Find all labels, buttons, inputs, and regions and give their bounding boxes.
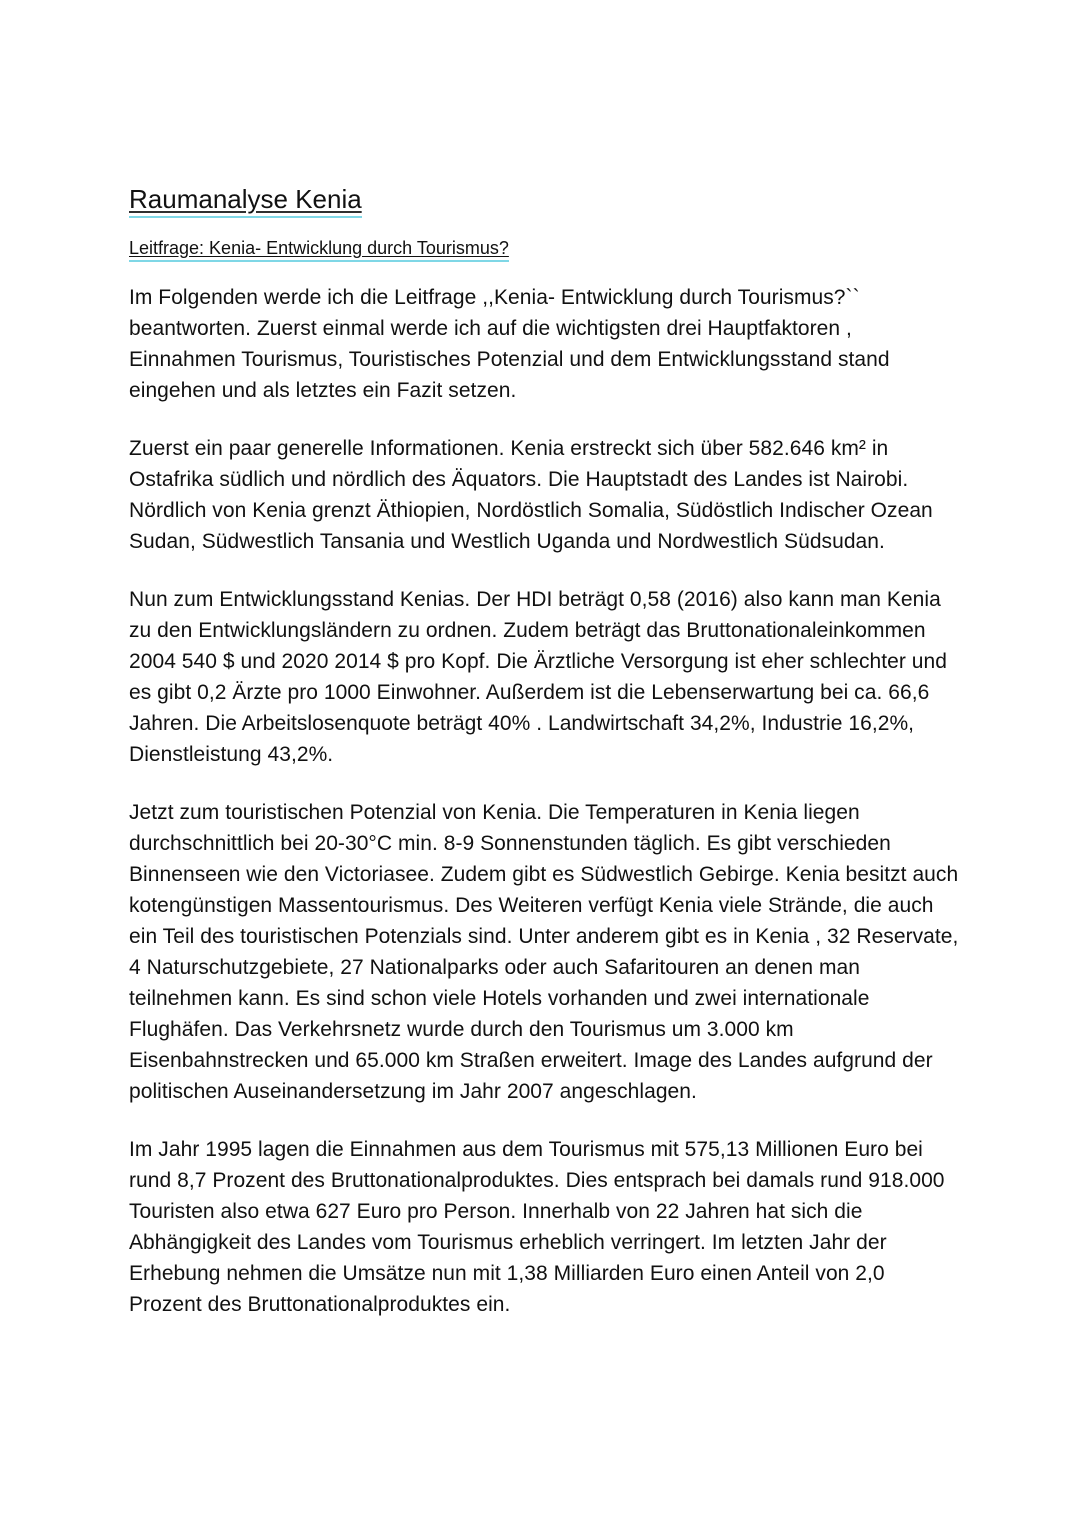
paragraph-tourism-potential: Jetzt zum touristischen Potenzial von Kenia. Die Temperaturen in Kenia liegen durchschnittlich bei 20-30°C min. 8-9 Sonnenstunden täglich. Es gibt verschieden Binnenseen wie den Victoriasee. Zudem gibt es Südwestlich Gebirge. Kenia besitzt auch kotengünstigen Massentourismus. Des Weiteren verfügt Kenia viele Strände, die auch ein Teil des touristischen Potenzials sind. Unter anderem gibt es in Kenia , 32 Reservate, 4 Naturschutzgebiete, 27 Nationalparks oder auch Safaritouren an denen man teilnehmen kann. Es sind schon viele Hotels vorhanden und zwei internationale Flughäfen. Das Verkehrsnetz wurde durch den Tourismus um 3.000 km Eisenbahnstrecken und 65.000 km Straßen erweitert. Image des Landes aufgrund der politischen Auseinandersetzung im Jahr 2007 angeschlagen.	[129, 801, 959, 1103]
document-title: Raumanalyse Kenia	[129, 182, 362, 218]
paragraph-general-information: Zuerst ein paar generelle Informationen. Kenia erstreckt sich über 582.646 km² in Ostafrika südlich und nördlich des Äquators. Die Hauptstadt des Landes ist Nairobi. Nördlich von Kenia grenzt Äthiopien, Nordöstlich Somalia, Südöstlich Indischer Ozean Sudan, Südwestlich Tansania und Westlich Uganda und Nordwestlich Südsudan.	[129, 437, 933, 553]
document-page	[129, 182, 959, 1320]
paragraph-tourism-revenue: Im Jahr 1995 lagen die Einnahmen aus dem Tourismus mit 575,13 Millionen Euro bei rund 8,7 Prozent des Bruttonationalproduktes. Dies entsprach bei damals rund 918.000 Touristen also etwa 627 Euro pro Person. Innerhalb von 22 Jahren hat sich die Abhängigkeit des Landes vom Tourismus erheblich verringert. Im letzten Jahr der Erhebung nehmen die Umsätze nun mit 1,38 Milliarden Euro einen Anteil von 2,0 Prozent des Bruttonationalproduktes ein.	[129, 1138, 945, 1316]
paragraph-introduction: Im Folgenden werde ich die Leitfrage ,,Kenia- Entwicklung durch Tourismus?`` beantworten. Zuerst einmal werde ich auf die wichtigsten drei Hauptfaktoren , Einnahmen Tourismus, Touristisches Potenzial und dem Entwicklungsstand stand eingehen und als letztes ein Fazit setzen.	[129, 286, 890, 402]
document-subtitle: Leitfrage: Kenia- Entwicklung durch Tourismus?	[129, 236, 509, 262]
paragraph-development-status: Nun zum Entwicklungsstand Kenias. Der HDI beträgt 0,58 (2016) also kann man Kenia zu den Entwicklungsländern zu ordnen. Zudem beträgt das Bruttonationaleinkommen 2004 540 $ und 2020 2014 $ pro Kopf. Die Ärztliche Versorgung ist eher schlechter und es gibt 0,2 Ärzte pro 1000 Einwohner. Außerdem ist die Lebenserwartung bei ca. 66,6 Jahren. Die Arbeitslosenquote beträgt 40% . Landwirtschaft 34,2%, Industrie 16,2%, Dienstleistung 43,2%.	[129, 588, 947, 766]
